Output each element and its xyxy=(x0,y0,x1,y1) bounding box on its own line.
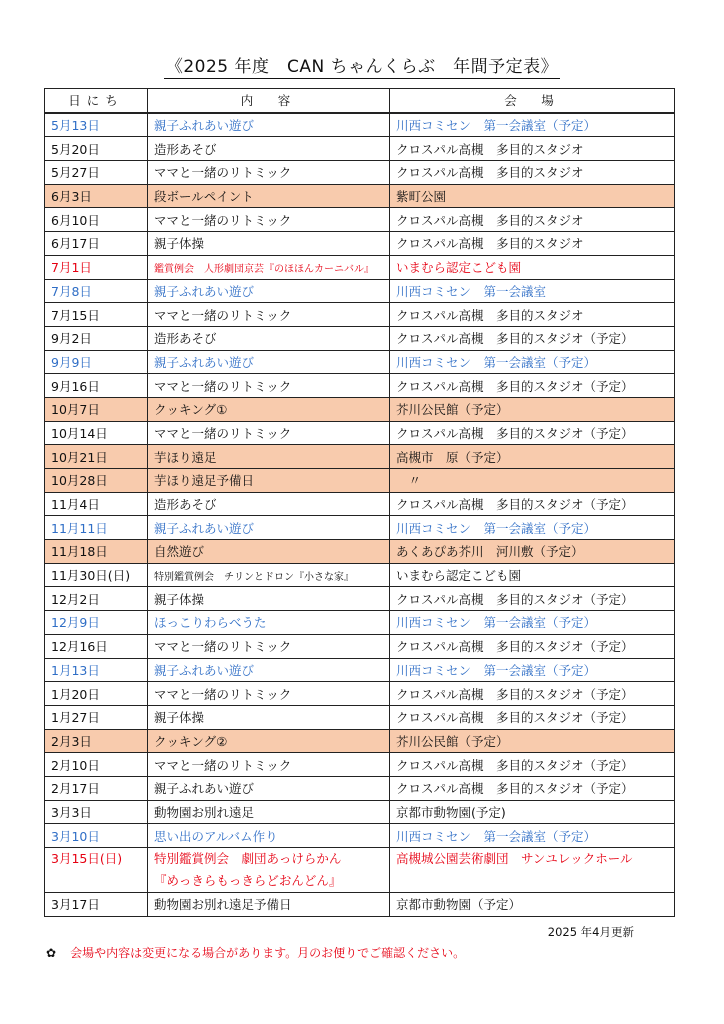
row-venue: クロスパル高槻 多目的スタジオ xyxy=(390,161,675,185)
table-row xyxy=(45,397,675,421)
table-row xyxy=(45,893,675,917)
row-content: 親子ふれあい遊び xyxy=(148,658,390,682)
row-venue: 芥川公民館（予定） xyxy=(390,397,675,421)
table-row xyxy=(45,729,675,753)
row-date: 12月9日 xyxy=(45,611,148,635)
row-date: 11月30日(日) xyxy=(45,563,148,587)
row-content: 親子ふれあい遊び xyxy=(148,350,390,374)
table-row xyxy=(45,232,675,256)
row-date: 3月10日 xyxy=(45,824,148,848)
row-content: ママと一緒のリトミック xyxy=(148,421,390,445)
flower-icon: ✿ xyxy=(46,946,57,960)
table-row xyxy=(45,279,675,303)
row-venue: クロスパル高槻 多目的スタジオ（予定） xyxy=(390,421,675,445)
table-row xyxy=(45,776,675,800)
row-date: 5月13日 xyxy=(45,113,148,137)
table-row xyxy=(45,634,675,658)
row-venue: 川西コミセン 第一会議室（予定） xyxy=(390,350,675,374)
row-date: 6月17日 xyxy=(45,232,148,256)
row-content: 親子体操 xyxy=(148,587,390,611)
notice-text: 会場や内容は変更になる場合があります。月のお便りでご確認ください。 xyxy=(70,946,466,960)
table-row xyxy=(45,421,675,445)
row-content: 芋ほり遠足予備日 xyxy=(148,469,390,493)
row-content: 親子ふれあい遊び xyxy=(148,516,390,540)
row-venue: 川西コミセン 第一会議室（予定） xyxy=(390,611,675,635)
row-date: 7月1日 xyxy=(45,255,148,279)
row-date: 2月3日 xyxy=(45,729,148,753)
row-venue: クロスパル高槻 多目的スタジオ xyxy=(390,137,675,161)
table-row xyxy=(45,113,675,137)
schedule-table xyxy=(44,88,675,917)
row-content: ママと一緒のリトミック xyxy=(148,634,390,658)
table-row xyxy=(45,540,675,564)
row-date: 5月20日 xyxy=(45,137,148,161)
row-date: 11月4日 xyxy=(45,492,148,516)
row-date: 9月2日 xyxy=(45,326,148,350)
row-content: 造形あそび xyxy=(148,137,390,161)
row-date: 2月17日 xyxy=(45,776,148,800)
table-row xyxy=(45,824,675,848)
row-content: ママと一緒のリトミック xyxy=(148,161,390,185)
row-content: 芋ほり遠足 xyxy=(148,445,390,469)
table-header xyxy=(45,89,675,113)
row-content: 動物園お別れ遠足予備日 xyxy=(148,893,390,917)
row-date: 12月2日 xyxy=(45,587,148,611)
row-venue: クロスパル高槻 多目的スタジオ（予定） xyxy=(390,705,675,729)
notice xyxy=(46,944,465,961)
table-row xyxy=(45,658,675,682)
row-venue: 芥川公民館（予定） xyxy=(390,729,675,753)
row-venue: クロスパル高槻 多目的スタジオ xyxy=(390,208,675,232)
table-row xyxy=(45,848,675,893)
row-date: 10月28日 xyxy=(45,469,148,493)
header-content: 内 容 xyxy=(148,89,390,113)
table-row xyxy=(45,255,675,279)
row-venue: クロスパル高槻 多目的スタジオ（予定） xyxy=(390,753,675,777)
table-row xyxy=(45,516,675,540)
table-row xyxy=(45,208,675,232)
row-venue: クロスパル高槻 多目的スタジオ（予定） xyxy=(390,374,675,398)
row-date: 1月20日 xyxy=(45,682,148,706)
row-content: 造形あそび xyxy=(148,326,390,350)
row-venue: 紫町公園 xyxy=(390,184,675,208)
table-row xyxy=(45,753,675,777)
row-content: 段ボールペイント xyxy=(148,184,390,208)
table-row xyxy=(45,137,675,161)
table-row xyxy=(45,800,675,824)
header-venue: 会 場 xyxy=(390,89,675,113)
row-date: 7月15日 xyxy=(45,303,148,327)
row-date: 9月16日 xyxy=(45,374,148,398)
row-venue: クロスパル高槻 多目的スタジオ（予定） xyxy=(390,492,675,516)
row-content: 造形あそび xyxy=(148,492,390,516)
row-content: 親子ふれあい遊び xyxy=(148,776,390,800)
row-date: 1月27日 xyxy=(45,705,148,729)
row-content: クッキング② xyxy=(148,729,390,753)
table-row xyxy=(45,587,675,611)
row-content: ママと一緒のリトミック xyxy=(148,682,390,706)
row-content: 動物園お別れ遠足 xyxy=(148,800,390,824)
row-content: 親子ふれあい遊び xyxy=(148,279,390,303)
table-row xyxy=(45,705,675,729)
row-content: 親子体操 xyxy=(148,232,390,256)
table-row xyxy=(45,350,675,374)
row-content: 特別鑑賞例会 チリンとドロン『小さな家』 xyxy=(148,563,390,587)
row-venue: 京都市動物園(予定) xyxy=(390,800,675,824)
row-content: ママと一緒のリトミック xyxy=(148,374,390,398)
row-date: 1月13日 xyxy=(45,658,148,682)
row-content: ママと一緒のリトミック xyxy=(148,208,390,232)
row-date: 5月27日 xyxy=(45,161,148,185)
table-row xyxy=(45,326,675,350)
row-venue: 川西コミセン 第一会議室（予定） xyxy=(390,113,675,137)
row-date: 11月18日 xyxy=(45,540,148,564)
row-venue: 川西コミセン 第一会議室（予定） xyxy=(390,658,675,682)
row-date: 11月11日 xyxy=(45,516,148,540)
row-date: 6月3日 xyxy=(45,184,148,208)
row-venue: クロスパル高槻 多目的スタジオ xyxy=(390,303,675,327)
row-date: 3月3日 xyxy=(45,800,148,824)
row-venue: クロスパル高槻 多目的スタジオ（予定） xyxy=(390,682,675,706)
row-venue: 〃 xyxy=(390,469,675,493)
row-content: ほっこりわらべうた xyxy=(148,611,390,635)
row-date: 3月17日 xyxy=(45,893,148,917)
row-date: 9月9日 xyxy=(45,350,148,374)
table-row xyxy=(45,184,675,208)
row-content: クッキング① xyxy=(148,397,390,421)
table-row xyxy=(45,445,675,469)
row-venue: いまむら認定こども園 xyxy=(390,563,675,587)
row-venue: 高槻市 原（予定） xyxy=(390,445,675,469)
row-content: 親子体操 xyxy=(148,705,390,729)
row-content: ママと一緒のリトミック xyxy=(148,753,390,777)
row-content: ママと一緒のリトミック xyxy=(148,303,390,327)
header-date: 日にち xyxy=(45,89,148,113)
row-venue: 川西コミセン 第一会議室（予定） xyxy=(390,516,675,540)
row-date: 2月10日 xyxy=(45,753,148,777)
row-venue: クロスパル高槻 多目的スタジオ xyxy=(390,232,675,256)
row-date: 10月7日 xyxy=(45,397,148,421)
table-row xyxy=(45,374,675,398)
row-date: 7月8日 xyxy=(45,279,148,303)
row-content-line2: 『めっきらもっきらどおんどん』 xyxy=(154,873,342,888)
row-venue: 京都市動物園（予定） xyxy=(390,893,675,917)
row-content: 思い出のアルバム作り xyxy=(148,824,390,848)
row-date: 3月15日(日) xyxy=(45,848,148,893)
table-row xyxy=(45,492,675,516)
row-venue: 川西コミセン 第一会議室 xyxy=(390,279,675,303)
row-date: 6月10日 xyxy=(45,208,148,232)
row-venue: クロスパル高槻 多目的スタジオ（予定） xyxy=(390,587,675,611)
row-content-line1: 特別鑑賞例会 劇団あっけらかん xyxy=(154,851,342,866)
table-row xyxy=(45,563,675,587)
row-venue: 川西コミセン 第一会議室（予定） xyxy=(390,824,675,848)
row-venue: クロスパル高槻 多目的スタジオ（予定） xyxy=(390,634,675,658)
table-row xyxy=(45,303,675,327)
page-title: 《2025 年度 CAN ちゃんくらぶ 年間予定表》 xyxy=(165,57,559,77)
table-row xyxy=(45,611,675,635)
updated-date: 2025 年4月更新 xyxy=(547,925,634,939)
row-venue: クロスパル高槻 多目的スタジオ（予定） xyxy=(390,326,675,350)
row-date: 12月16日 xyxy=(45,634,148,658)
row-content: 自然遊び xyxy=(148,540,390,564)
table-row xyxy=(45,161,675,185)
row-content: 親子ふれあい遊び xyxy=(148,113,390,137)
table-row xyxy=(45,682,675,706)
row-date: 10月21日 xyxy=(45,445,148,469)
row-content: 鑑賞例会 人形劇団京芸『のほほんカーニバル』 xyxy=(148,255,390,279)
table-row xyxy=(45,469,675,493)
row-venue: 高槻城公園芸術劇団 サンユレックホール xyxy=(390,848,675,893)
row-venue: いまむら認定こども園 xyxy=(390,255,675,279)
row-content xyxy=(148,848,390,893)
row-venue: あくあぴあ芥川 河川敷（予定） xyxy=(390,540,675,564)
row-date: 10月14日 xyxy=(45,421,148,445)
row-venue: クロスパル高槻 多目的スタジオ（予定） xyxy=(390,776,675,800)
